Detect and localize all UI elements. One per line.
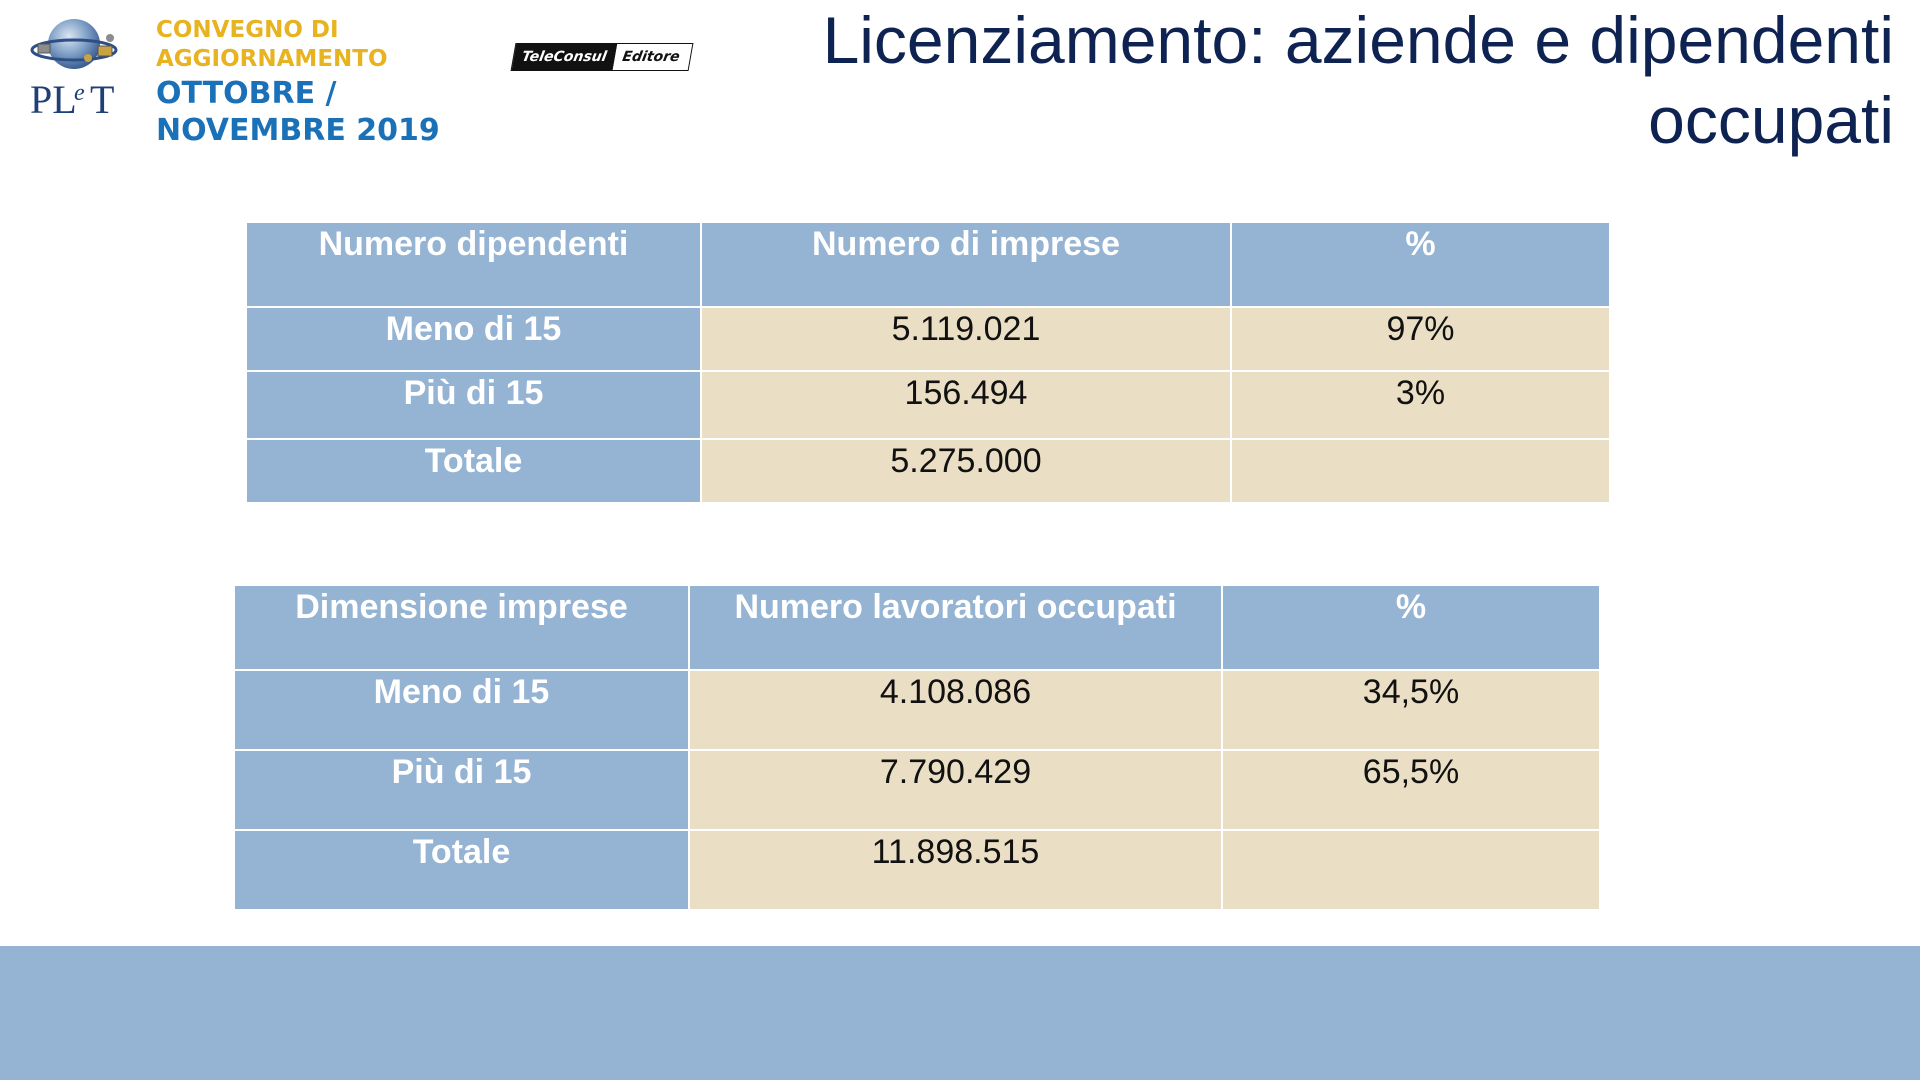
- table-row: [234, 750, 1600, 830]
- lavoratori-table: [233, 584, 1601, 911]
- svg-text:e: e: [74, 80, 85, 106]
- publisher-name: TeleConsul: [512, 44, 617, 70]
- table-cell: 11.898.515: [689, 830, 1222, 910]
- convegno-line3: OTTOBRE /: [156, 76, 337, 111]
- table-cell: 7.790.429: [689, 750, 1222, 830]
- table-cell: 3%: [1231, 371, 1610, 439]
- convegno-line4: NOVEMBRE 2019: [156, 113, 440, 148]
- table-cell: 5.275.000: [701, 439, 1231, 503]
- table-cell: 156.494: [701, 371, 1231, 439]
- table-header-row: [246, 222, 1610, 307]
- table-cell: 4.108.086: [689, 670, 1222, 750]
- convegno-line2: AGGIORNAMENTO: [156, 46, 388, 72]
- table-header-cell: %: [1231, 222, 1610, 307]
- table-cell: 34,5%: [1222, 670, 1600, 750]
- slide-title-line1: Licenziamento: aziende e dipendenti: [822, 3, 1894, 77]
- table-row: [234, 670, 1600, 750]
- table-header-cell: Dimensione imprese: [234, 585, 689, 670]
- svg-text:T: T: [90, 77, 115, 121]
- table-cell: 97%: [1231, 307, 1610, 371]
- row-label: Più di 15: [234, 750, 689, 830]
- footer-band: [0, 946, 1920, 1080]
- row-label: Totale: [234, 830, 689, 910]
- table-row: [246, 307, 1610, 371]
- logo-text: PL: [30, 77, 77, 121]
- table-row: [246, 371, 1610, 439]
- table-header-cell: Numero dipendenti: [246, 222, 701, 307]
- slide-title-line2: occupati: [1648, 83, 1894, 157]
- imprese-table: [245, 221, 1611, 504]
- table-header-cell: %: [1222, 585, 1600, 670]
- table-cell: 65,5%: [1222, 750, 1600, 830]
- slide-title: [823, 0, 1894, 160]
- table-header-cell: Numero di imprese: [701, 222, 1231, 307]
- globe-icon: [30, 16, 130, 121]
- table-row: [246, 439, 1610, 503]
- table-row: [234, 830, 1600, 910]
- row-label: Meno di 15: [246, 307, 701, 371]
- table-cell: 5.119.021: [701, 307, 1231, 371]
- plet-logo: [30, 16, 130, 121]
- row-label: Totale: [246, 439, 701, 503]
- publisher-label: Editore: [612, 44, 690, 70]
- table-header-cell: Numero lavoratori occupati: [689, 585, 1222, 670]
- teleconsul-badge: [511, 43, 694, 71]
- convegno-line1: CONVEGNO DI: [156, 17, 339, 43]
- row-label: Più di 15: [246, 371, 701, 439]
- table-cell: [1231, 439, 1610, 503]
- table-header-row: [234, 585, 1600, 670]
- table-cell: [1222, 830, 1600, 910]
- row-label: Meno di 15: [234, 670, 689, 750]
